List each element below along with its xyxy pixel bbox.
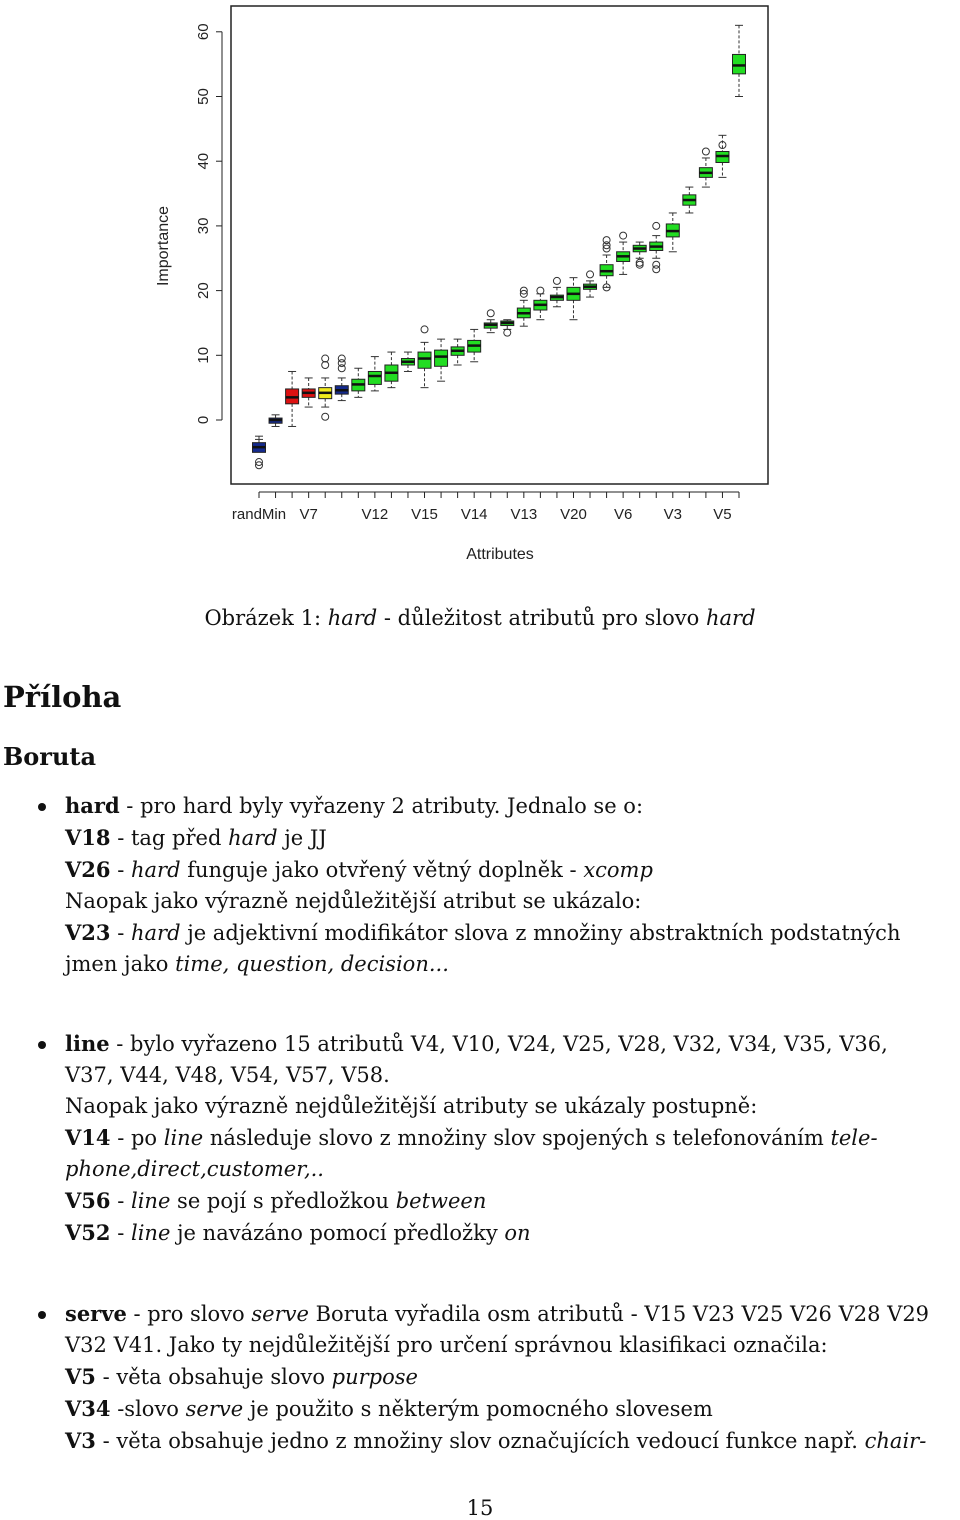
caption-prefix: Obrázek 1: xyxy=(204,606,328,630)
outlier-point xyxy=(322,413,329,420)
x-axis-label: Attributes xyxy=(466,546,534,563)
caption-word: hard xyxy=(706,606,756,630)
box-body xyxy=(368,371,381,384)
text-line: Naopak jako výrazně nejdůležitější atribut se ukázalo: xyxy=(65,889,642,913)
outlier-point xyxy=(421,326,428,333)
outlier-point xyxy=(620,232,627,239)
box-item-11 xyxy=(435,339,448,381)
list-item-line xyxy=(65,1028,960,1249)
box-body xyxy=(435,350,448,366)
outlier-point xyxy=(338,355,345,362)
x-tick-label: V3 xyxy=(663,506,682,523)
box-item-1 xyxy=(269,415,282,427)
text-line: V32 V41. Jako ty nejdůležitější pro určení správnou klasifikaci označila: xyxy=(65,1333,828,1357)
box-item-12 xyxy=(451,339,464,365)
outlier-point xyxy=(653,222,660,229)
y-tick-label: 20 xyxy=(195,282,212,299)
boruta-subheading: Boruta xyxy=(3,742,97,771)
figure-caption xyxy=(0,606,960,630)
box-item-5 xyxy=(335,355,348,401)
text-line: V34 -slovo serve je použito s některým pomocného slovesem xyxy=(65,1396,713,1421)
box-body xyxy=(418,352,431,368)
box-V14 xyxy=(468,329,481,361)
box-item-27 xyxy=(699,148,712,187)
text-line: V52 - line je navázáno pomocí předložky on xyxy=(65,1220,531,1245)
x-tick-label: V14 xyxy=(460,506,488,523)
y-tick-label: 10 xyxy=(195,346,212,364)
box-item-15 xyxy=(501,320,514,336)
y-tick-label: 30 xyxy=(195,217,212,235)
outlier-point xyxy=(537,287,544,294)
text-line: V26 - hard funguje jako otvřený větný doplněk - xcomp xyxy=(65,857,653,882)
text-line: V37, V44, V48, V54, V57, V58. xyxy=(65,1063,390,1087)
x-tick-label: V13 xyxy=(510,506,538,523)
list-item-serve xyxy=(65,1298,960,1457)
box-V6 xyxy=(617,232,630,274)
bullet-icon xyxy=(38,1311,46,1319)
x-tick-label: V5 xyxy=(713,506,732,523)
text-line: V3 - věta obsahuje jedno z množiny slov označujících vedoucí funkce např. chair- xyxy=(65,1428,927,1453)
x-tick-label: V7 xyxy=(299,506,318,523)
box-item-6 xyxy=(352,368,365,397)
box-item-2 xyxy=(286,371,299,426)
box-item-21 xyxy=(600,237,613,291)
box-V5 xyxy=(716,135,729,177)
caption-text: - důležitost atributů pro slovo xyxy=(377,606,706,630)
box-V15 xyxy=(418,326,431,388)
outlier-point xyxy=(702,148,709,155)
x-tick-label: V12 xyxy=(361,506,389,523)
box-body xyxy=(733,54,746,73)
box-item-23 xyxy=(633,242,646,268)
outlier-point xyxy=(553,277,560,284)
bullet-icon xyxy=(38,803,46,811)
y-tick-label: 0 xyxy=(195,415,212,425)
x-tick-label: V15 xyxy=(411,506,438,523)
text-line: V23 - hard je adjektivní modifikátor slova z množiny abstraktních podstatných xyxy=(65,920,901,945)
box-item-26 xyxy=(683,187,696,213)
box-V13 xyxy=(517,287,530,326)
x-tick-label: V6 xyxy=(613,506,633,523)
box-item-8 xyxy=(385,352,398,388)
text-line: V18 - tag před hard je JJ xyxy=(65,825,327,850)
box-item-4 xyxy=(319,355,332,420)
x-tick-label: V20 xyxy=(560,506,587,523)
box-V12 xyxy=(368,357,381,391)
text-line: V56 - line se pojí s předložkou between xyxy=(65,1188,487,1213)
text-line: line - bylo vyřazeno 15 atributů V4, V10, V24, V25, V28, V32, V34, V35, V36, xyxy=(65,1031,888,1056)
box-item-14 xyxy=(484,310,497,333)
text-line: phone,direct,customer,.. xyxy=(65,1157,324,1181)
outlier-point xyxy=(603,237,610,244)
y-axis-label: Importance xyxy=(155,205,172,287)
boxplot-figure xyxy=(140,0,800,580)
outlier-point xyxy=(504,329,511,336)
y-tick-label: 50 xyxy=(195,88,212,105)
page-number: 15 xyxy=(466,1496,494,1520)
box-item-17 xyxy=(534,287,547,320)
text-line: hard - pro hard byly vyřazeny 2 atributy. Jednalo se o: xyxy=(65,793,644,818)
box-item-20 xyxy=(584,271,597,297)
y-axis xyxy=(195,23,222,424)
caption-word: hard xyxy=(327,606,378,630)
text-line: V14 - po line následuje slovo z množiny slov spojených s telefonováním tele- xyxy=(65,1125,878,1150)
outlier-point xyxy=(322,355,329,362)
outlier-point xyxy=(587,271,594,278)
box-V20 xyxy=(567,278,580,320)
text-line: Naopak jako výrazně nejdůležitější atributy se ukázaly postupně: xyxy=(65,1094,758,1118)
box-item-29 xyxy=(733,25,746,96)
y-tick-label: 40 xyxy=(195,152,212,170)
box-item-9 xyxy=(401,352,414,371)
box-V7 xyxy=(302,378,315,407)
x-axis xyxy=(232,492,739,523)
box-randMin xyxy=(253,436,266,469)
outlier-point xyxy=(487,310,494,317)
box-item-18 xyxy=(550,277,563,306)
list-item-hard xyxy=(65,790,960,980)
box-item-24 xyxy=(650,222,663,272)
bullet-icon xyxy=(38,1041,46,1049)
appendix-heading: Příloha xyxy=(3,680,122,714)
boxplot-canvas xyxy=(140,0,800,580)
box-V3 xyxy=(666,213,679,252)
text-line: serve - pro slovo serve Boruta vyřadila osm atributů - V15 V23 V25 V26 V28 V29 xyxy=(65,1301,930,1326)
y-tick-label: 60 xyxy=(195,23,212,41)
text-line: jmen jako time, question, decision... xyxy=(65,952,449,976)
text-line: V5 - věta obsahuje slovo purpose xyxy=(65,1364,418,1389)
plot-frame xyxy=(231,6,768,484)
box-series xyxy=(253,25,746,468)
x-tick-label: randMin xyxy=(231,506,287,523)
outlier-point xyxy=(653,266,660,273)
outlier-point xyxy=(322,362,329,369)
